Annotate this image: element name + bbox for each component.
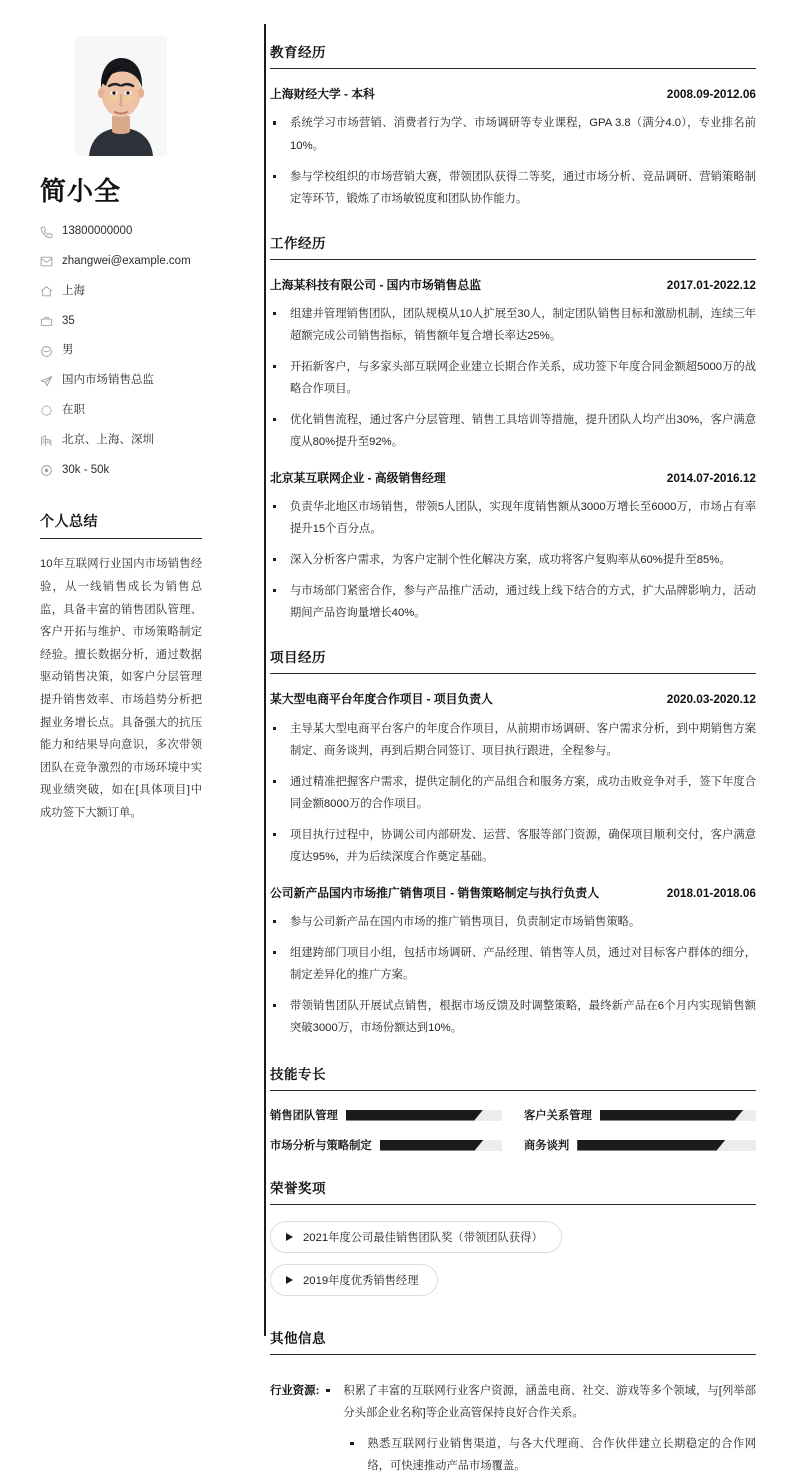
skill-item [270, 1137, 502, 1153]
contact-value-age: 35 [62, 314, 75, 327]
sidebar [0, 0, 224, 836]
bullet-item: 熟悉互联网行业销售渠道，与各大代理商、合作伙伴建立长期稳定的合作网络，可快速推动产品市场覆盖。 [323, 1433, 756, 1477]
award-row [270, 1264, 756, 1307]
entry-bullets [270, 718, 756, 868]
entry-title: 公司新产品国内市场推广销售项目 - 销售策略制定与执行负责人 [270, 885, 600, 900]
summary-section-title: 个人总结 [40, 511, 202, 539]
vertical-divider [264, 24, 266, 1336]
entry-header [270, 469, 756, 487]
award-label: 2021年度公司最佳销售团队奖（带领团队获得） [303, 1232, 543, 1245]
section-awards [270, 1177, 756, 1307]
bullet-item: 开拓新客户，与多家头部互联网企业建立长期合作关系，成功签下年度合同金额超5000万的战略合作项目。 [270, 356, 756, 400]
photo-container [40, 36, 202, 156]
skill-label: 市场分析与策略制定 [270, 1140, 372, 1153]
skill-item [524, 1107, 756, 1123]
skill-bar-track [380, 1140, 502, 1151]
entry-date: 2017.01-2022.12 [666, 277, 756, 292]
contact-value-locations: 北京、上海、深圳 [62, 433, 154, 446]
contact-value-email: zhangwei@example.com [62, 254, 191, 267]
entry-date: 2020.03-2020.12 [666, 692, 756, 707]
skill-item [270, 1107, 502, 1123]
phone-icon [40, 226, 53, 239]
main-content [224, 0, 794, 1481]
section-work [270, 232, 756, 625]
avatar [75, 36, 167, 156]
bullet-item: 主导某大型电商平台客户的年度合作项目，从前期市场调研、客户需求分析，到中期销售方案制定、商务谈判，再到后期合同签订、项目执行跟进，全程参与。 [270, 718, 756, 762]
bullet-item: 与市场部门紧密合作，参与产品推广活动，通过线上线下结合的方式，扩大品牌影响力，活动期间产品咨询量增长40%。 [270, 580, 756, 624]
section-title-skills: 技能专长 [270, 1063, 756, 1091]
entry-date: 2018.01-2018.06 [666, 885, 756, 900]
bullet-item: 参与学校组织的市场营销大赛，带领团队获得二等奖，通过市场分析、竞品调研、营销策略制定等环节，锻炼了市场敏锐度和团队协作能力。 [270, 166, 756, 210]
home-icon [40, 285, 53, 298]
skill-label: 客户关系管理 [524, 1110, 592, 1123]
refresh-icon [40, 404, 53, 417]
contact-value-gender: 男 [62, 344, 74, 357]
bullet-item: 参与公司新产品在国内市场的推广销售项目，负责制定市场销售策略。 [270, 911, 756, 933]
contact-item-age [40, 315, 202, 329]
contact-value-position: 国内市场销售总监 [62, 374, 154, 387]
project-entry [270, 884, 756, 1039]
skill-label: 商务谈判 [524, 1140, 570, 1153]
skill-bar-track [577, 1140, 756, 1151]
building-icon [40, 434, 53, 447]
bullet-item: 组建跨部门项目小组，包括市场调研、产品经理、销售等人员，通过对目标客户群体的细分，制定差异化的推广方案。 [270, 942, 756, 986]
award-label: 2019年度优秀销售经理 [303, 1275, 419, 1288]
entry-header [270, 276, 756, 294]
bullet-item: 通过精准把握客户需求，提供定制化的产品组合和服务方案，成功击败竞争对手，签下年度合同金额8000万的合作项目。 [270, 771, 756, 815]
section-projects [270, 646, 756, 1039]
skill-bar-track [600, 1110, 756, 1121]
section-title-education: 教育经历 [270, 41, 756, 69]
skill-bar-fill [577, 1140, 725, 1151]
summary-text: 10年互联网行业国内市场销售经验，从一线销售成长为销售总监，具备丰富的销售团队管理、客户开拓与维护、市场策略制定经验。擅长数据分析，通过数据驱动销售决策，如客户分层管理提升销售效率、市场趋势分析把握业务增长点。具备强大的抗压能力和结果导向意识，多次带领团队在竞争激烈的市场环境中实现业绩突破，如在[具体项目]中成功签下大额订单。 [40, 558, 202, 819]
section-education [270, 41, 756, 209]
contact-value-salary: 30k - 50k [62, 463, 110, 476]
award-pill[interactable] [270, 1264, 438, 1296]
envelope-icon [40, 255, 53, 268]
entry-bullets [270, 303, 756, 453]
other-info-row [270, 1371, 756, 1477]
entry-title: 上海财经大学 - 本科 [270, 87, 375, 102]
full-name: 简小全 [40, 176, 122, 206]
section-skills [270, 1063, 756, 1153]
entry-title: 上海某科技有限公司 - 国内市场销售总监 [270, 277, 482, 292]
contact-item-gender [40, 344, 202, 358]
section-title-awards: 荣誉奖项 [270, 1177, 756, 1205]
play-triangle-icon [286, 1276, 293, 1284]
awards-list [270, 1221, 756, 1307]
bullet-item: 优化销售流程，通过客户分层管理、销售工具培训等措施，提升团队人均产出30%，客户满意度从80%提升至92%。 [270, 409, 756, 453]
contact-item-salary [40, 464, 202, 478]
entry-bullets [270, 112, 756, 209]
skill-bar-fill [380, 1140, 484, 1151]
bullet-item: 积累了丰富的互联网行业客户资源，涵盖电商、社交、游戏等多个领域，与[列举部分头部企业名称]等企业高管保持良好合作关系。 [323, 1380, 756, 1424]
bullet-item: 系统学习市场营销、消费者行为学、市场调研等专业课程，GPA 3.8（满分4.0），专业排名前10%。 [270, 112, 756, 156]
contact-item-city [40, 285, 202, 299]
other-info-bullets [323, 1371, 756, 1477]
entry-header [270, 85, 756, 103]
paper-plane-icon [40, 375, 53, 388]
entry-header [270, 884, 756, 902]
contact-value-phone: 13800000000 [62, 225, 133, 238]
education-entry [270, 85, 756, 209]
gender-icon [40, 345, 53, 358]
briefcase-icon [40, 315, 53, 328]
bullet-item: 组建并管理销售团队，团队规模从10人扩展至30人，制定团队销售目标和激励机制，连续三年超额完成公司销售指标，销售额年复合增长率达25%。 [270, 303, 756, 347]
skills-grid [270, 1107, 756, 1153]
section-other-info [270, 1327, 756, 1477]
bullet-item: 负责华北地区市场销售，带领5人团队，实现年度销售额从3000万增长至6000万，市场占有率提升15个百分点。 [270, 496, 756, 540]
entry-title: 北京某互联网企业 - 高级销售经理 [270, 470, 446, 485]
work-entry [270, 469, 756, 624]
contact-item-locations [40, 434, 202, 448]
contact-value-status: 在职 [62, 403, 85, 416]
bullet-item: 项目执行过程中，协调公司内部研发、运营、客服等部门资源，确保项目顺利交付，客户满意度达95%，并为后续深度合作奠定基础。 [270, 824, 756, 868]
entry-title: 某大型电商平台年度合作项目 - 项目负责人 [270, 692, 493, 707]
bullet-item: 深入分析客户需求，为客户定制个性化解决方案，成功将客户复购率从60%提升至85%。 [270, 549, 756, 571]
skill-bar-fill [600, 1110, 744, 1121]
entry-bullets [270, 911, 756, 1039]
contact-list [40, 225, 202, 477]
skill-label: 销售团队管理 [270, 1110, 338, 1123]
award-pill[interactable] [270, 1221, 562, 1253]
project-entry [270, 690, 756, 867]
entry-bullets [270, 496, 756, 624]
entry-date: 2014.07-2016.12 [666, 470, 756, 485]
contact-item-status [40, 404, 202, 418]
other-info-key: 行业资源: [270, 1385, 320, 1398]
contact-value-city: 上海 [62, 284, 85, 297]
contact-item-email [40, 255, 202, 269]
award-row [270, 1221, 756, 1264]
entry-date: 2008.09-2012.06 [666, 87, 756, 102]
skill-item [524, 1137, 756, 1153]
entry-header [270, 690, 756, 708]
target-icon [40, 464, 53, 477]
work-entry [270, 276, 756, 453]
play-triangle-icon [286, 1233, 293, 1241]
section-title-work: 工作经历 [270, 232, 756, 260]
section-title-other-info: 其他信息 [270, 1327, 756, 1355]
section-title-projects: 项目经历 [270, 646, 756, 674]
contact-item-position [40, 374, 202, 388]
contact-item-phone [40, 225, 202, 239]
skill-bar-track [346, 1110, 502, 1121]
bullet-item: 带领销售团队开展试点销售，根据市场反馈及时调整策略，最终新产品在6个月内实现销售额突破3000万，市场份额达到10%。 [270, 995, 756, 1039]
skill-bar-fill [346, 1110, 483, 1121]
